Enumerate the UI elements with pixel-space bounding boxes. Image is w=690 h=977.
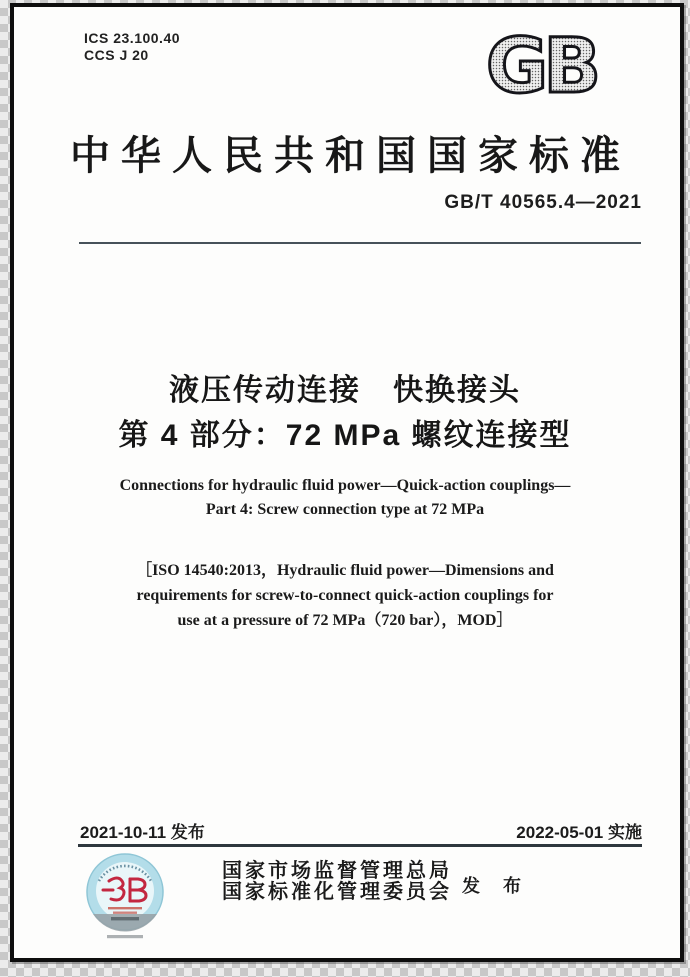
- implementation-date-label: 实施: [608, 823, 642, 842]
- footer-rule: [78, 844, 642, 847]
- publisher-block: [210, 861, 464, 903]
- standard-number: GB/T 40565.4—2021: [444, 192, 642, 213]
- iso-ref-line2: requirements for screw-to-connect quick-action couplings for: [136, 587, 554, 604]
- gb-logo-icon: [468, 28, 614, 104]
- header-rule: [79, 242, 641, 244]
- page-title-chinese: [0, 368, 690, 458]
- title-cn-line2: 第 4 部分：72 MPa 螺纹连接型: [118, 419, 572, 452]
- national-standard-heading: 中华人民共和国国家标准: [70, 133, 631, 178]
- title-en-line2: Part 4: Screw connection type at 72 MPa: [205, 501, 485, 518]
- iso-ref-line3: use at a pressure of 72 MPa（720 bar），MOD］: [177, 612, 513, 629]
- issue-date-value: 2021-10-11: [80, 823, 167, 842]
- ics-code: ICS 23.100.40: [84, 30, 181, 46]
- hologram-anti-counterfeit-seal-icon: [84, 851, 166, 943]
- publish-action-label: 发 布: [462, 876, 531, 896]
- title-en-line1: Connections for hydraulic fluid power—Quick-action couplings—: [119, 477, 571, 494]
- issue-date-label: 发布: [170, 823, 205, 842]
- iso-ref-line1: ［ISO 14540:2013，Hydraulic fluid power—Dimensions and: [136, 562, 554, 579]
- seal-gray-band: [93, 914, 157, 932]
- iso-reference: [0, 558, 690, 633]
- gb-logo-letters: GB: [485, 28, 597, 104]
- page-title-english: [0, 474, 690, 522]
- seal-bottom-caption: [107, 935, 143, 938]
- classification-codes: [84, 30, 180, 64]
- publisher-line1: 国家市场监督管理总局: [222, 860, 452, 882]
- publisher-line2: 国家标准化管理委员会: [222, 881, 452, 903]
- date-row: [80, 818, 642, 840]
- implementation-date-value: 2022-05-01: [516, 823, 604, 842]
- title-cn-line1: 液压传动连接 快换接头: [169, 374, 521, 407]
- issue-date: [80, 818, 205, 843]
- implementation-date: [516, 818, 642, 843]
- ccs-code: CCS J 20: [84, 47, 149, 63]
- seal-red-caption: [108, 907, 142, 909]
